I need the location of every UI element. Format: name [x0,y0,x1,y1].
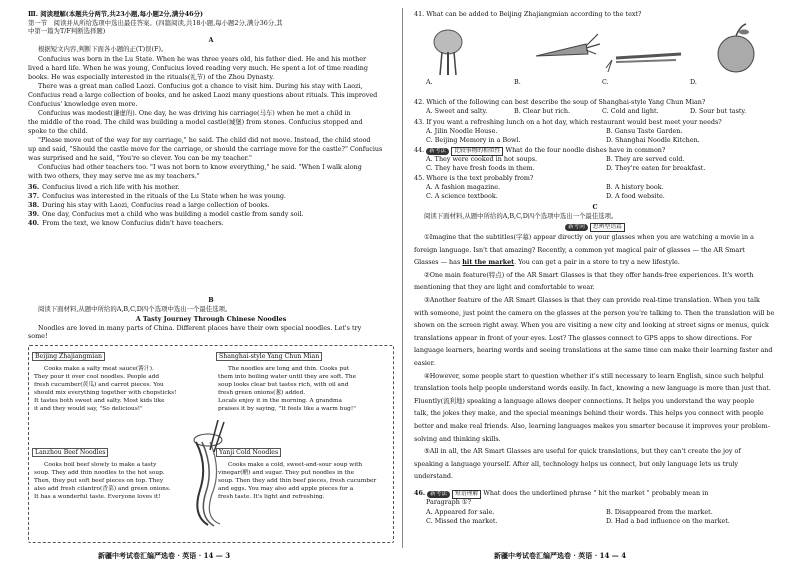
question-46-number: 46. [414,489,426,497]
passage-c-line: ①Imagine that the subtitles(字幕) appear directly on your glasses when you are watching a movie in a [424,233,754,241]
passage-c-line: translation tools help people understand words easily. In fact, knowing a new language is more than just that. [414,384,771,393]
answer-option: B. Gansu Taste Garden. [606,127,683,135]
passage-c-line: ④However, some people start to question whether it's still necessary to learn English, since such helpful [424,371,764,380]
answer-option: D. Shanghai Noodle Kitchen. [606,136,700,144]
question-43: 43. If you want a refreshing lunch on a hot day, which restaurant would best meet your needs? [414,118,722,126]
passage-c-line: better and make real friends. Also, learning languages makes you smarter because it improves your problem- [414,422,770,430]
passage-c-instructions: 阅读下面材料,从题中所给的A,B,C,D四个选项中选出一个最佳选项。 [424,212,618,220]
question-44-number: 44. [414,146,425,154]
passage-a-line: Confucius was born in the Lu State. When he was three years old, his father died. He and his mother [38,55,367,63]
question-41: 41. What can be added to Beijing Zhajiangmian according to the text? [414,10,642,18]
passage-c-line: ②One main feature(特点) of the AR Smart Glasses is that they offer hands-free experiences. It's worth [424,270,754,279]
question-number: 36. [28,183,40,191]
passage-a-line: spoke to the child. [28,127,88,135]
passage-c-line: shown on the screen right away. When you are visiting a new city and looking at street signs or menus, quick [414,321,769,330]
noodle-box-text: fresh cucumber(黄瓜) and carrot pieces. You [34,382,164,388]
passage-c-letter: C [592,203,598,211]
question-number: 38. [28,201,40,209]
tf-question [28,192,286,200]
tf-question [28,183,180,191]
passage-a-line: "Please move out of the way for my carriage," he said. The child did not move. Instead, the child stood [38,136,371,144]
answer-option: A. A fashion magazine. [426,183,501,191]
tf-question [28,201,270,209]
page-footer-right: 新疆中考试卷汇编严选卷 · 英语 · 14 — 4 [494,551,627,560]
right-page [414,0,776,569]
passage-a-line: the middle of the road. The child was building a model castle(城堡) from stones. Confucius stopped and [28,118,363,126]
q44-type-box: 比较事物的相似性 [451,147,503,156]
part1-instructions: 第一节 阅读并从所给选项中选出最佳答案。(四篇阅读,共18小题,每小题2分,满分36分,其 [28,19,283,27]
passage-c-line: Fluently(流利地) speaking a language allows deeper connections. It helps you understand the way people [414,396,755,405]
answer-option: A. Jilin Noodle House. [426,127,498,135]
noodle-box-text: and eggs. You may also add apple pieces for a [218,486,354,492]
carrot-icon [536,34,600,56]
passage-b-intro: Noodles are loved in many parts of China. Different places have their own special noodles. Let's try [38,324,362,332]
passage-c-line: Glasses — has hit the market. You can get a pair in a store to try a new lifestyle. [414,258,680,267]
green-onion-icon [606,54,681,72]
tf-question [28,219,224,227]
passage-a-line: was surprised and he said, "You're so clever. You can be my teacher." [28,154,252,162]
answer-option: C. They have fresh foods in them. [426,164,535,172]
question-text: One day, Confucius met a child who was building a model castle from sandy soil. [42,210,304,218]
answer-option: A. Appeared for sale. [426,508,495,516]
noodle-box-text: it and they would say, "So delicious!" [34,406,143,412]
question-text: Confucius was interested in the rituals of the Lu State when he was young. [42,192,286,200]
answer-option: B. They are served cold. [606,155,685,163]
passage-a-line: lived a hard life. When he was young, Confucius loved reading very much. He spent a lot of time reading [28,64,368,72]
noodle-box-text: The noodles are long and thin. Cooks put [228,366,350,372]
passage-a-line: Confucius had other teachers too. "I was not born to know everything," he said. "When I walk along [38,163,362,171]
passage-a-line: books. He was especially interested in the rituals(礼节) of the Zhou Dynasty. [28,73,275,81]
passage-c-line: speaking a language yourself. After all, technology helps us connect, but only language lets us truly [414,459,738,468]
answer-option: D. Sour but tasty. [690,107,747,115]
answer-option: D. Had a bad influence on the market. [606,517,730,525]
answer-option: A. They were cooked in hot soups. [426,155,538,163]
noodle-box-text: soup. They add thin noodles to the hot soup. [34,470,165,476]
tf-question [28,210,304,218]
question-number: 39. [28,210,40,218]
noodle-box-text: Locals enjoy it in the morning. A grandma [218,398,342,404]
new-method-tag-46: 新考法 [427,491,450,498]
noodle-box-text: Cooks make a cold, sweet-and-sour soup with [228,462,363,468]
noodle-box-title: Yanji Cold Noodles [216,448,281,457]
answer-option: C. A science textbook. [426,192,498,200]
answer-option: C. [602,78,609,86]
answer-option: B. Clear but rich. [514,107,571,115]
passage-a-line: Confucius' knowledge even more. [28,100,138,108]
part1-instructions-2: 中第一篇为T/F判断选择题) [28,27,106,35]
noodle-box-text: It has a wonderful taste. Everyone loves it! [34,494,161,500]
answer-option: A. [426,78,433,86]
question-44-text: What do the four noodle dishes have in common? [505,146,666,154]
new-direction-tag: 新考向 [565,224,588,231]
passage-a-line: up and said, "Should the castle move for the carriage, or should the carriage move for the castle?" Confucius [28,145,383,153]
q41-option-images [426,20,776,82]
question-42: 42. Which of the following can best describe the soup of Shanghai-style Yang Chun Mian? [414,98,706,106]
passage-a-instructions: 根据短文内容,判断下面各小题的正(T)误(F)。 [38,45,168,53]
q46-type-box: 短语理解 [452,490,481,499]
question-46-text: What does the underlined phrase " hit the market " probably mean in [483,489,709,497]
passage-c-line: ⑤All in all, the AR Smart Glasses are useful for quick translations, but they can't create the joy of [424,447,741,456]
noodle-box-text: Cooks boil beef slowly to make a tasty [44,462,157,468]
answer-option: A. Sweet and salty. [426,107,488,115]
green-vegetable-icon [434,30,462,75]
passage-c-type-box: 思辨型语篇 [590,223,625,232]
noodle-box-text: Then, they put soft beef pieces on top. They [34,478,164,484]
passage-c-type [414,222,776,232]
passage-c-line: understand. [414,472,454,481]
section-title: Ⅲ. 阅读理解(本题共分两节,共23小题,每小题2分,满分46分) [28,10,203,18]
noodle-box-text: They pour it over cool noodles. People add [34,374,160,380]
noodle-box-text: It tastes both sweet and salty. Most kids like [34,398,165,404]
answer-option: B. Disappeared from the market. [606,508,713,516]
passage-c-line: talk, the jokes they make, and the special meanings behind their words. This helps you connect with people [414,409,764,418]
noodle-box-title: Beijing Zhajiangmian [32,352,105,361]
passage-b-title: A Tasty Journey Through Chinese Noodles [135,315,287,323]
noodle-box-text: Cooks make a salty meat sauce(酱汁). [44,366,154,372]
noodle-box-text: fresh green onions(葱) added. [218,390,306,396]
question-number: 37. [28,192,40,200]
passage-c-line: ③Another feature of the AR Smart Glasses is that they can provide real-time translation. When you talk [424,296,760,304]
noodle-box-text: praises it by saying, "It feels like a warm hug!" [218,406,356,412]
answer-option: D. A food website. [606,192,665,200]
passage-a-line: Confucius read a large collection of books, and he asked Laozi many questions about rituals. This improved [28,91,378,99]
passage-c-line: with someone, just point the camera on the glasses at the person you're talking to. Then the translation will be [414,308,775,317]
noodle-box-text: soup. Then they add thin beef pieces, fresh cucumber [218,478,377,484]
answer-option: D. They're eaten for breakfast. [606,164,706,172]
answer-option: C. Beijing Memory in a Bowl. [426,136,521,144]
answer-option: B. [514,78,521,86]
page-divider [402,8,403,548]
passage-c-line: solving and thinking skills. [414,434,501,443]
passage-c-line: mentioning that they are light and comfortable to wear. [414,283,595,292]
passage-c-line: language learners, hearing words and seeing translations at the same time can make their learning faster and [414,346,773,355]
page-footer-left: 新疆中考试卷汇编严选卷 · 英语 · 14 — 3 [98,551,231,560]
passage-a-line: Confucius was modest(谦虚的). One day, he was driving his carriage(马车) when he met a child in [38,109,351,117]
passage-b-instructions: 阅读下面材料,从题中所给的A,B,C,D四个选项中选出一个最佳选项。 [38,305,232,313]
answer-option: D. [690,78,697,86]
passage-a-letter: A [208,36,214,44]
passage-c-line: foreign language. Isn't that amazing? Recently, a common yet magical pair of glasses — the AR Smart [414,245,745,254]
noodle-box-text: should mix everything together with chopsticks! [34,390,177,396]
passage-b-letter: B [208,296,214,304]
question-text: During his stay with Laozi, Confucius read a large collection of books. [42,201,270,209]
noodle-box-text: also add fresh cilantro(香菜) and green onions. [34,486,171,492]
passage-c-line: easier. [414,359,436,367]
answer-option: B. A history book. [606,183,664,191]
passage-a-line: with two others, they may serve me as my teachers." [28,172,200,180]
noodle-box-text: soup looks clear but tastes rich, with oil and [218,382,349,388]
apple-icon [718,24,754,72]
left-page [28,0,394,569]
new-method-tag: 新考法 [426,148,449,155]
answer-option: C. Cold and light. [602,107,659,115]
noodle-box-title: Lanzhou Beef Noodles [32,448,108,457]
question-number: 40. [28,219,40,227]
passage-c-line: translations appear in front of your eyes. Lost? The glasses connect to GPS apps to show directions. For [414,333,752,342]
passage-a-line: There was a great man called Laozi. Confucius got a chance to visit him. During his stay with Laozi, [38,82,363,90]
question-text: From the text, we know Confucius didn't have teachers. [42,219,224,227]
noodle-box-text: vinegar(醋) and sugar. They put noodles in the [218,470,355,476]
passage-b-intro-2: some! [28,332,48,340]
noodle-box-title: Shanghai-style Yang Chun Mian [216,352,322,361]
answer-option: C. Missed the market. [426,517,498,525]
noodle-box-text: fresh taste. It's light and refreshing. [218,494,325,500]
question-46-text-2: Paragraph ①? [426,498,472,506]
question-text: Confucius lived a rich life with his mother. [42,183,180,191]
question-45: 45. Where is the text probably from? [414,174,534,182]
noodle-box-text: them into boiling water until they are soft. The [218,374,357,380]
